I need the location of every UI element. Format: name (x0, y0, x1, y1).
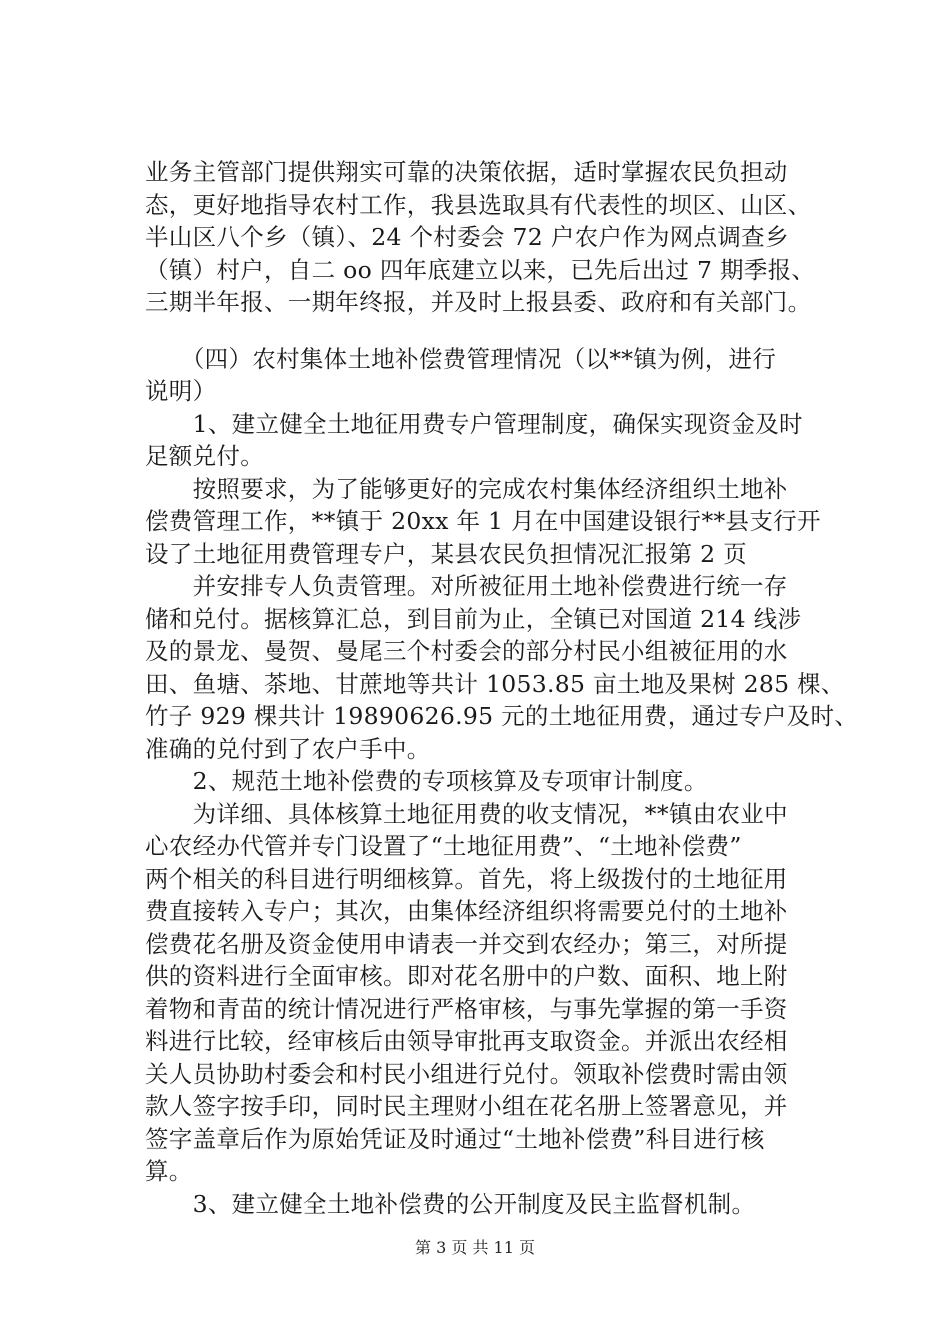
text-line: 供的资料进行全面审核。即对花名册中的户数、面积、地上附 (145, 962, 788, 990)
item-2-heading (145, 765, 835, 798)
paragraph-intro-continuation (145, 156, 835, 319)
text-line: 1、建立健全土地征用费专户管理制度，确保实现资金及时 (145, 409, 803, 438)
text-line: 态，更好地指导农村工作，我县选取具有代表性的坝区、山区、 (145, 190, 812, 219)
text-line: 着物和青苗的统计情况进行严格审核，与事先掌握的第一手资 (145, 994, 788, 1023)
section-4-heading (145, 343, 835, 408)
text-line: 设了土地征用费管理专户，某县农民负担情况汇报第 2 页 (145, 539, 747, 568)
text-line: 两个相关的科目进行明细核算。首先，将上级拨付的土地征用 (145, 864, 788, 893)
document-body (145, 156, 859, 1220)
text-line: 料进行比较，经审核后由领导审批再支取资金。并派出农经相 (145, 1027, 788, 1055)
item-1-body-part-a (145, 473, 835, 571)
item-1-heading (145, 408, 835, 473)
text-line: 偿费管理工作，**镇于 20xx 年 1 月在中国建设银行**县支行开 (145, 507, 821, 535)
text-line: 半山区八个乡（镇）、24 个村委会 72 户农户作为网点调查乡 (145, 223, 789, 251)
text-line: 3、建立健全土地补偿费的公开制度及民主监督机制。 (145, 1189, 756, 1218)
text-line: 关人员协助村委会和村民小组进行兑付。领取补偿费时需由领 (145, 1059, 788, 1088)
text-line: （四）农村集体土地补偿费管理情况（以**镇为例，进行 (145, 344, 777, 373)
text-line: 算。 (145, 1157, 193, 1185)
text-line: 签字盖章后作为原始凭证及时通过“土地补偿费”科目进行核 (145, 1124, 765, 1153)
text-line: 并安排专人负责管理。对所被征用土地补偿费进行统一存 (145, 572, 788, 600)
text-line: 储和兑付。据核算汇总，到目前为止，全镇已对国道 214 线涉 (145, 604, 802, 633)
page-footer (0, 1238, 950, 1258)
text-line: 三期半年报、一期年终报，并及时上报县委、政府和有关部门。 (145, 288, 812, 316)
text-line: 及的景龙、曼贺、曼尾三个村委会的部分村民小组被征用的水 (145, 637, 788, 665)
paragraph-gap (145, 319, 835, 343)
text-line: 偿费花名册及资金使用申请表一并交到农经办；第三，对所提 (145, 929, 788, 958)
text-line: 说明） (145, 377, 217, 405)
text-line: 竹子 929 棵共计 19890626.95 元的土地征用费，通过专户及时、 (145, 702, 859, 730)
item-1-body-part-b (145, 570, 859, 765)
text-line: 心农经办代管并专门设置了“土地征用费”、“土地补偿费” (145, 832, 742, 860)
page-number-label: 第 3 页 共 11 页 (415, 1238, 535, 1257)
text-line: 业务主管部门提供翔实可靠的决策依据，适时掌握农民负担动 (145, 158, 788, 186)
text-line: 准确的兑付到了农户手中。 (145, 734, 431, 763)
text-line: 费直接转入专户；其次，由集体经济组织将需要兑付的土地补 (145, 897, 788, 925)
text-line: 按照要求，为了能够更好的完成农村集体经济组织土地补 (145, 474, 788, 503)
text-line: 款人签字按手印，同时民主理财小组在花名册上签署意见，并 (145, 1092, 788, 1120)
item-3-heading (145, 1188, 835, 1221)
item-2-body (145, 798, 835, 1188)
text-line: 为详细、具体核算土地征用费的收支情况，**镇由农业中 (145, 799, 788, 828)
text-line: （镇）村户，自二 oo 四年底建立以来，已先后出过 7 期季报、 (145, 255, 816, 284)
text-line: 2、规范土地补偿费的专项核算及专项审计制度。 (145, 767, 708, 795)
text-line: 田、鱼塘、茶地、甘蔗地等共计 1053.85 亩土地及果树 285 棵、 (145, 669, 845, 698)
text-line: 足额兑付。 (145, 442, 264, 470)
